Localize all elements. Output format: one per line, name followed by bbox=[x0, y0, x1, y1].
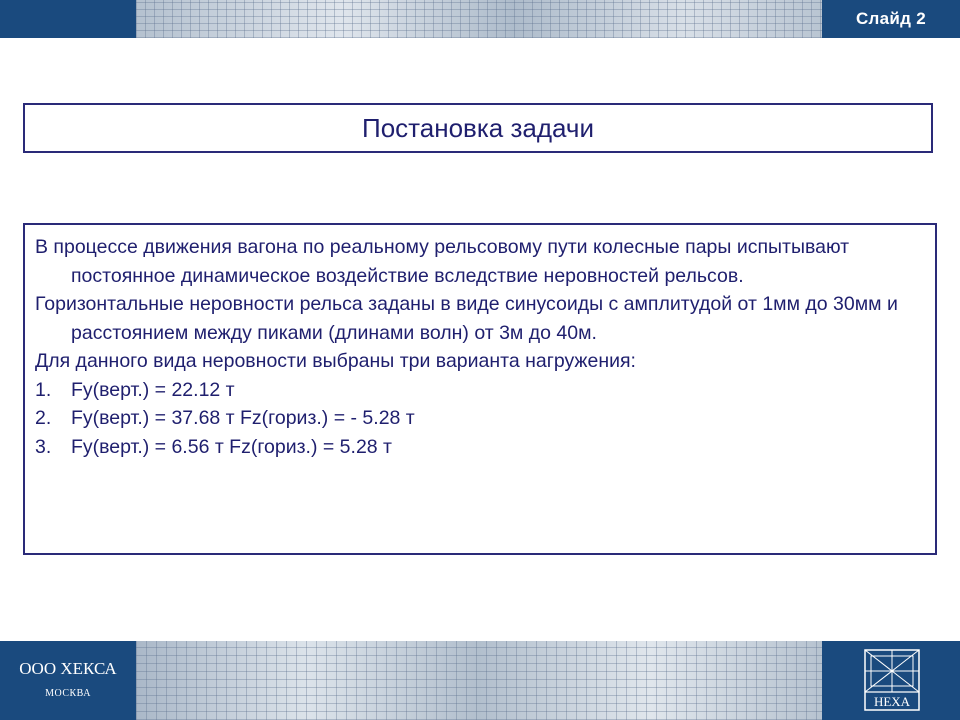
list-item bbox=[35, 433, 925, 462]
bottom-bar bbox=[0, 641, 960, 720]
logo-text: HEXA bbox=[873, 694, 911, 709]
mesh-banner-bottom bbox=[136, 641, 822, 720]
list-item-text: Fy(верт.) = 6.56 т Fz(гориз.) = 5.28 т bbox=[71, 435, 392, 458]
list-item-number: 3. bbox=[35, 435, 52, 458]
title-box bbox=[23, 103, 933, 153]
slide-title: Постановка задачи bbox=[362, 112, 594, 143]
paragraph-1: В процессе движения вагона по реальному рельсовому пути колесные пары испытывают постоянное динамическое воздействие вследствие неровностей рельсов. bbox=[35, 236, 850, 287]
mesh-banner-top bbox=[136, 0, 822, 38]
company-block bbox=[0, 641, 136, 720]
slide-number: Слайд 2 bbox=[855, 9, 927, 28]
load-cases-list bbox=[35, 376, 925, 462]
list-item-text: Fy(верт.) = 22.12 т bbox=[71, 378, 235, 401]
list-item-number: 2. bbox=[35, 407, 52, 429]
list-item-number: 1. bbox=[35, 378, 52, 401]
content-box bbox=[23, 223, 937, 555]
top-bar bbox=[0, 0, 960, 38]
slide-number-block bbox=[822, 0, 960, 38]
logo-block bbox=[822, 641, 960, 720]
list-item bbox=[35, 404, 925, 433]
top-left-block bbox=[0, 0, 136, 38]
list-item-text: Fy(верт.) = 37.68 т Fz(гориз.) = - 5.28 т bbox=[71, 407, 415, 429]
paragraph-2: Горизонтальные неровности рельса заданы в виде синусоиды с амплитудой от 1мм до 30мм и расстоянием между пиками (длинами волн) от 3м до 40м. bbox=[35, 293, 898, 344]
list-item bbox=[35, 376, 925, 405]
paragraph-3: Для данного вида неровности выбраны три варианта нагружения: bbox=[35, 350, 636, 372]
company-city: МОСКВА bbox=[45, 688, 91, 699]
hexa-logo-icon bbox=[862, 648, 922, 712]
company-name: ООО ХЕКСА bbox=[19, 659, 117, 678]
